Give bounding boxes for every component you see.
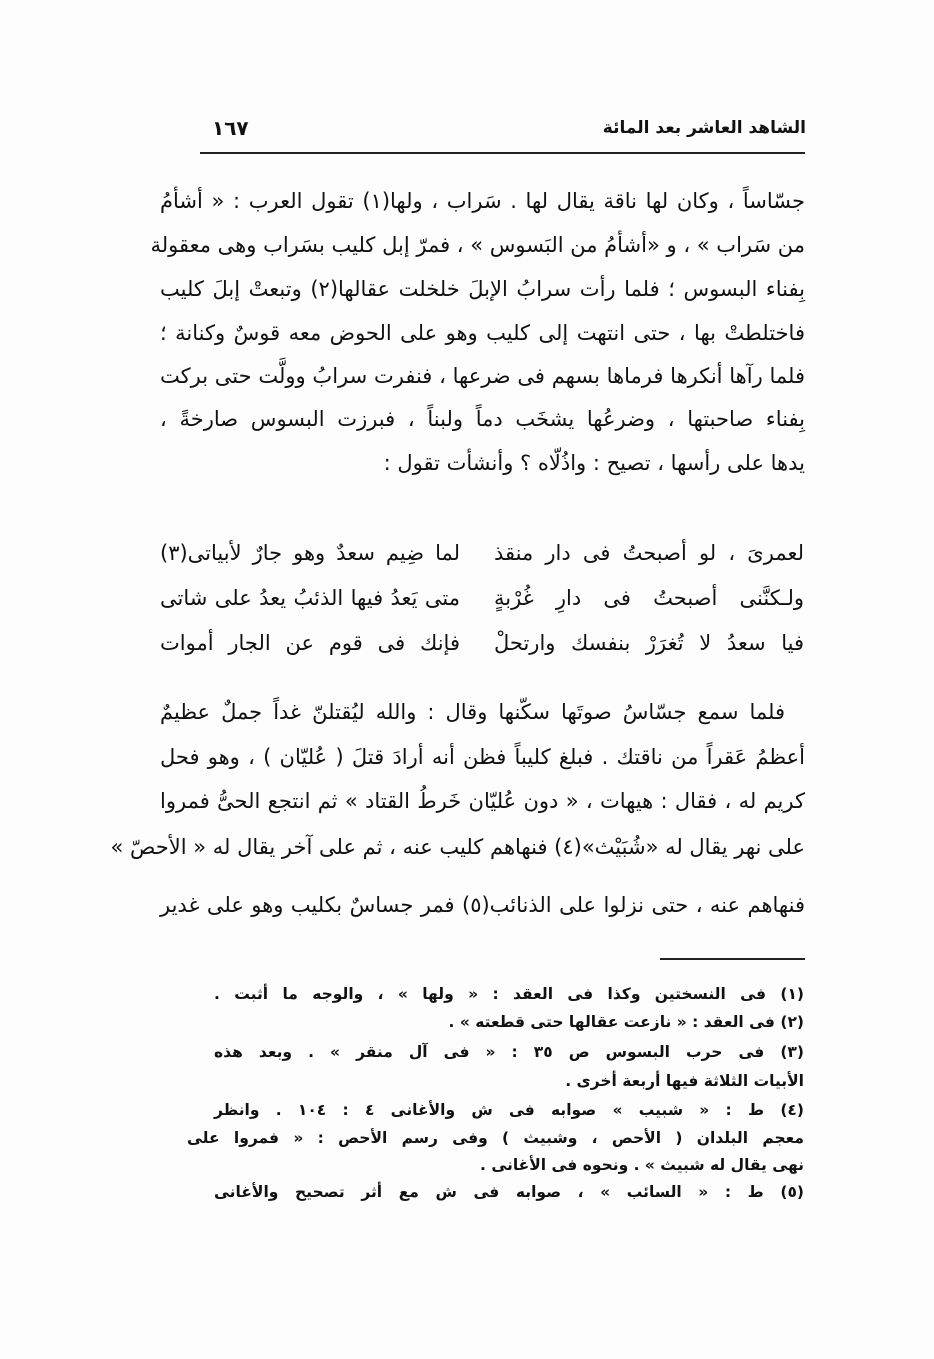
poem-hemistich-second: متى يَعدُ فيها الذئبُ يعدُ على شاتى (160, 586, 460, 610)
poem-hemistich-first: لعمرىَ ، لو أصبحتُ فى دار منقذ (494, 541, 804, 565)
poem-hemistich-second: لما ضِيم سعدٌ وهو جارٌ لأبياتى(٣) (160, 541, 460, 565)
footnote-line: (١) فى النسختين وكذا فى العقد : « ولها » ، والوجه ما أثبت . (214, 985, 804, 1003)
text-line: يدها على رأسها ، تصيح : واذُلّاه ؟ وأنشأت تقول : (383, 451, 805, 475)
footnote-line: (٣) فى حرب البسوس ص ٣٥ : « فى آل منقر » . وبعد هذه (214, 1043, 804, 1061)
poem-hemistich-first: ولـكنَّنى أصبحتُ فى دارِ غُرْبةٍ (494, 586, 804, 610)
text-line: على نهر يقال له «شُبَيْث»(٤) فنهاهم كليب عنه ، ثم على آخر يقال له « الأحصّ » (110, 835, 805, 859)
running-title: الشاهد العاشر بعد المائة (602, 118, 806, 138)
footnote-line: الأبيات الثلاثة فيها أربعة أخرى . (565, 1072, 804, 1090)
footnote-line: (٢) فى العقد : « نازعت عقالها حتى قطعته » . (448, 1013, 804, 1031)
text-line: فنهاهم عنه ، حتى نزلوا على الذنائب(٥) فمر جساسٌ بكليب وهو على غدير (160, 893, 805, 917)
poem-hemistich-first: فيا سعدُ لا تُغرَرْ بنفسك وارتحلْ (494, 631, 804, 655)
footnote-rule (660, 958, 805, 960)
page-number: ١٦٧ (212, 116, 249, 140)
text-line: من سَراب » ، و «أشأمُ من البَسوس » ، فمرّ إبل كليب بسَراب وهى معقولة (150, 233, 805, 257)
header-rule (200, 152, 805, 154)
footnote-line: معجم البلدان ( الأحص ، وشبيث ) وفى رسم الأحص : « فمروا على (187, 1129, 804, 1147)
text-line: أعظمُ عَقراً من ناقتك . فبلغ كليباً فظن أنه أرادَ قتلَ ( عُليّان ) ، وهو فحل (160, 745, 805, 769)
footnote-line: نهى يقال له شبيث » . ونحوه فى الأغانى . (480, 1156, 804, 1174)
text-line: فلما سمع جسّاسُ صوتَها سكّنها وقال : والله ليُقتلنّ غداً جملٌ عظيمٌ (160, 700, 785, 724)
text-line: بِفناء البسوس ؛ فلما رأت سرابُ الإبلَ خلخلت عقالها(٢) وتبعتْ إبلَ كليب (160, 277, 805, 301)
text-line: فلما رآها أنكرها فرماها بسهم فى ضرعها ، فنفرت سرابُ وولَّت حتى بركت (160, 364, 805, 388)
text-line: جسّاساً ، وكان لها ناقة يقال لها . سَراب ، ولها(١) تقول العرب : « أشأمُ (160, 189, 805, 213)
footnote-line: (٥) ط : « السائب » ، صوابه فى ش مع أثر تصحيح والأغانى (214, 1183, 804, 1201)
text-line: بِفناء صاحبتها ، وضرعُها يشخَب دماً ولبناً ، فبرزت البسوس صارخةً ، (160, 407, 805, 431)
footnote-line: (٤) ط : « شبيب » صوابه فى ش والأغانى ٤ : ١٠٤ . وانظر (214, 1101, 804, 1119)
text-line: فاختلطتْ بها ، حتى انتهت إلى كليب وهو على الحوض معه قوسٌ وكنانة ؛ (160, 321, 805, 345)
poem-hemistich-second: فإنك فى قوم عن الجار أموات (160, 631, 460, 655)
text-line: كريم له ، فقال : هيهات ، « دون عُليّان خَرطُ القتاد » ثم انتجع الحىُّ فمروا (160, 789, 805, 813)
